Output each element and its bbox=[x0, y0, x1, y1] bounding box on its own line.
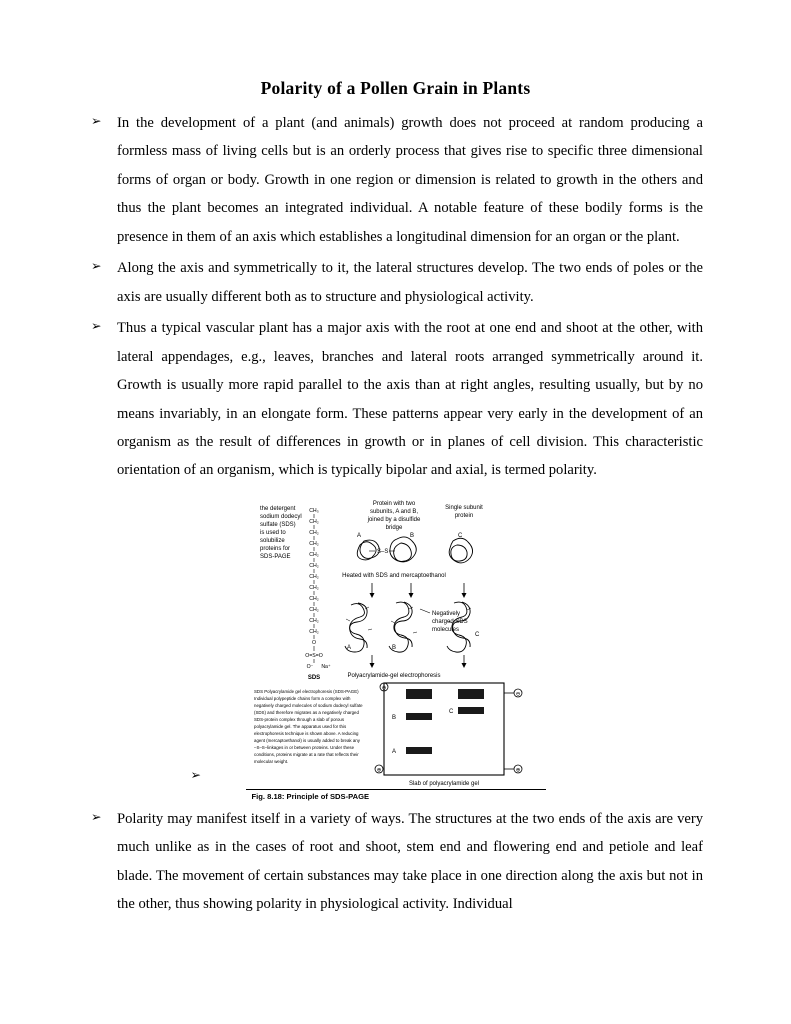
svg-text:sodium dodecyl: sodium dodecyl bbox=[259, 513, 302, 520]
svg-text:Polyacrylamide-gel electrophor: Polyacrylamide-gel electrophoresis bbox=[346, 672, 441, 679]
arrow-bullet-icon: ➢ bbox=[91, 809, 102, 824]
figure-caption: Fig. 8.18: Principle of SDS-PAGE bbox=[246, 789, 546, 801]
list-item bbox=[88, 254, 703, 311]
list-item bbox=[88, 109, 703, 251]
svg-text:Heated with SDS and mercaptoet: Heated with SDS and mercaptoethanol bbox=[341, 572, 446, 579]
svg-text:Single subunit: Single subunit bbox=[444, 504, 483, 511]
svg-text:conditions, proteins migrate a: conditions, proteins migrate at a rate that reflects their bbox=[253, 751, 359, 757]
svg-text:CH₂: CH₂ bbox=[308, 562, 319, 569]
list-item bbox=[88, 805, 703, 919]
svg-text:agent (mercaptoethanol) is usu: agent (mercaptoethanol) is usually added to break any bbox=[253, 737, 360, 743]
arrow-bullet-icon: ➢ bbox=[91, 114, 102, 128]
svg-text:Protein with two: Protein with two bbox=[372, 500, 415, 507]
arrow-bullet-icon: ➢ bbox=[91, 319, 102, 334]
svg-text:(SDS) and therefore migrates a: (SDS) and therefore migrates as a negatively charged bbox=[253, 709, 359, 715]
svg-text:CH₂: CH₂ bbox=[308, 628, 319, 635]
svg-text:A: A bbox=[391, 748, 396, 755]
svg-text:the detergent: the detergent bbox=[259, 505, 295, 512]
list-item bbox=[88, 314, 703, 485]
svg-text:O⁻: O⁻ bbox=[306, 663, 313, 670]
content-list-continued bbox=[88, 805, 703, 919]
svg-text:solubilize: solubilize bbox=[259, 537, 285, 544]
paragraph-text: Polarity may manifest itself in a variety of ways. The structures at the two ends of the axis are very much unlike as in the cases of root and shoot, stem end and flowering end and petiole and leaf blade. The movement of certain substances may take place in one direction along the axis but not in the other, thus showing polarity in physiological activity. Individual bbox=[117, 810, 703, 913]
arrow-bullet-icon: ➢ bbox=[190, 767, 201, 782]
svg-text:molecules: molecules bbox=[431, 626, 459, 633]
svg-text:SDS-PAGE: SDS-PAGE bbox=[259, 553, 291, 560]
svg-text:CH₂: CH₂ bbox=[308, 584, 319, 591]
svg-text:A: A bbox=[346, 644, 351, 651]
svg-text:Na⁺: Na⁺ bbox=[320, 663, 331, 670]
svg-text:molecular weight.: molecular weight. bbox=[253, 758, 288, 764]
svg-text:⊖: ⊖ bbox=[515, 691, 520, 698]
paragraph-text: Thus a typical vascular plant has a major axis with the root at one end and shoot at the other, with lateral appendages, e.g., leaves, branches and lateral roots arranged symmetrically around it. Growth is usually more rapid parallel to the axis than at right angles, resulting usually, but by no means invariably, in an elongate form. These patterns appear very early in the development of an organism as the result of differences in growth or in planes of cell division. This characteristic orientation of an organism, which is typically bipolar and axial, is termed polarity. bbox=[117, 320, 703, 479]
svg-text:joined by a disulfide: joined by a disulfide bbox=[367, 516, 420, 523]
svg-text:electrophoresis technique is s: electrophoresis technique is shown above. A reducing bbox=[253, 730, 358, 736]
svg-text:B: B bbox=[391, 714, 396, 721]
svg-text:SDS Polyacrylamide gel electro: SDS Polyacrylamide gel electrophoresis (SDS-PAGE) bbox=[253, 688, 359, 694]
svg-text:is used to: is used to bbox=[259, 529, 286, 536]
svg-text:sulfate (SDS): sulfate (SDS) bbox=[259, 521, 296, 528]
svg-text:polyacrylamide gel. The appara: polyacrylamide gel. The apparatus used for this bbox=[253, 723, 346, 729]
svg-text:proteins for: proteins for bbox=[259, 545, 290, 552]
svg-text:S–S: S–S bbox=[376, 548, 388, 555]
svg-text:⊖: ⊖ bbox=[381, 685, 386, 692]
figure-inner bbox=[190, 497, 546, 801]
svg-text:CH₂: CH₂ bbox=[308, 551, 319, 558]
svg-text:⊕: ⊕ bbox=[515, 767, 520, 774]
svg-text:–S–S–linkages in or between pr: –S–S–linkages in or between proteins. Under these bbox=[253, 744, 354, 750]
svg-text:SDS-protein complex through a: SDS-protein complex through a slab of porous bbox=[253, 716, 344, 722]
svg-text:SDS: SDS bbox=[307, 674, 320, 681]
figure-sds-page bbox=[88, 497, 703, 801]
svg-text:Individual polypeptide chains: Individual polypeptide chains form a complex with bbox=[253, 695, 350, 701]
svg-text:A: A bbox=[356, 532, 361, 539]
svg-text:Negatively: Negatively bbox=[431, 610, 460, 617]
svg-text:O=S=O: O=S=O bbox=[304, 652, 323, 659]
svg-text:subunits, A and B,: subunits, A and B, bbox=[369, 508, 418, 515]
paragraph-text: Along the axis and symmetrically to it, the lateral structures develop. The two ends of poles or the axis are usually different both as to structure and physiological activity. bbox=[117, 260, 703, 305]
svg-text:O: O bbox=[311, 639, 316, 646]
arrow-bullet-icon: ➢ bbox=[91, 259, 102, 274]
svg-text:Slab of polyacrylamide gel: Slab of polyacrylamide gel bbox=[408, 780, 479, 787]
svg-text:CH₂: CH₂ bbox=[308, 595, 319, 602]
svg-text:C: C bbox=[448, 708, 453, 715]
svg-text:negatively charged molecules o: negatively charged molecules of sodium dodecyl sulfate bbox=[253, 702, 363, 708]
svg-text:protein: protein bbox=[454, 512, 473, 519]
svg-text:⊕: ⊕ bbox=[376, 767, 381, 774]
svg-text:C: C bbox=[474, 631, 479, 638]
svg-text:CH₂: CH₂ bbox=[308, 606, 319, 613]
sds-page-diagram bbox=[246, 497, 546, 787]
page-title: Polarity of a Pollen Grain in Plants bbox=[260, 78, 531, 98]
svg-text:C: C bbox=[457, 532, 462, 539]
svg-text:CH₂: CH₂ bbox=[308, 518, 319, 525]
svg-text:CH₂: CH₂ bbox=[308, 617, 319, 624]
paragraph-text: In the development of a plant (and animals) growth does not proceed at random producing a formless mass of living cells but is an orderly process that gives rise to specific three dimensional forms of organ or body. Growth in one region or dimension is related to growth in the others and thus the plant becomes an integrated individual. A notable feature of these bodily forms is the presence in them of an axis which establishes a longitudinal dimension for an organ or the plant. bbox=[117, 115, 703, 245]
content-list bbox=[88, 109, 703, 485]
svg-text:CH₂: CH₂ bbox=[308, 540, 319, 547]
svg-text:B: B bbox=[409, 532, 414, 539]
svg-text:B: B bbox=[391, 644, 396, 651]
svg-text:charged SDS: charged SDS bbox=[431, 618, 468, 625]
svg-text:CH₂: CH₂ bbox=[308, 529, 319, 536]
svg-text:bridge: bridge bbox=[385, 524, 402, 531]
svg-text:CH₃: CH₃ bbox=[308, 507, 319, 514]
svg-text:CH₂: CH₂ bbox=[308, 573, 319, 580]
